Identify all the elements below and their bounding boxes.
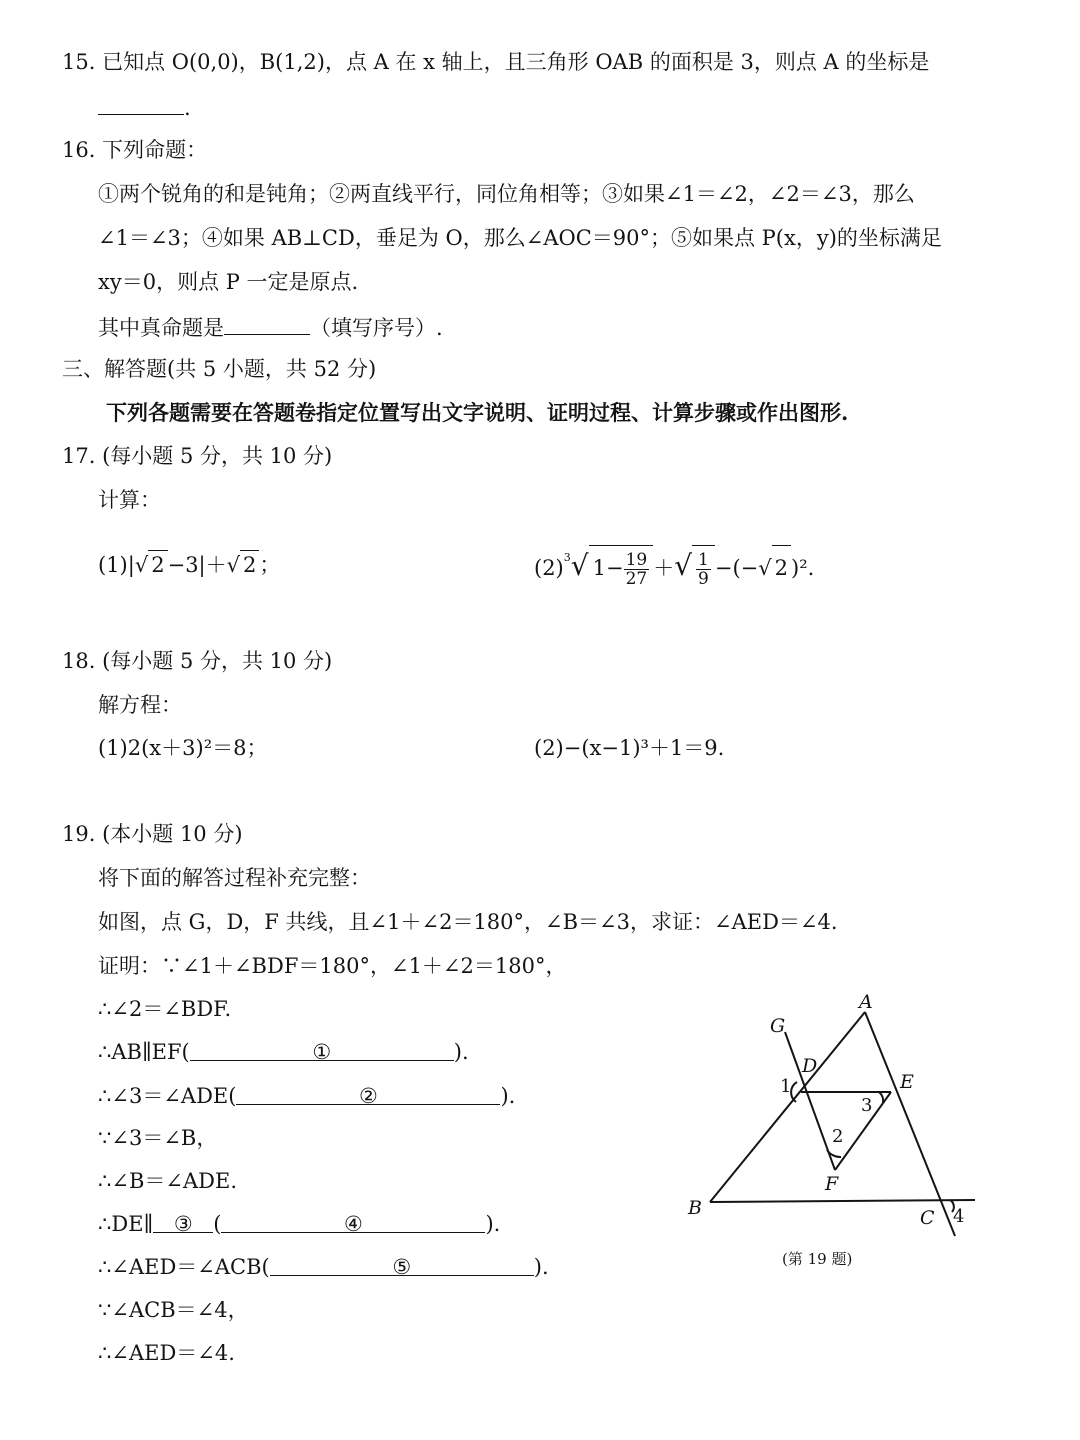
q15-line: 15. 已知点 O(0,0)，B(1,2)，点 A 在 x 轴上，且三角形 OAB 的面积是 3，则点 A 的坐标是 xyxy=(62,50,930,74)
cube-root-radicand: 1− $\frac{19}{27}$ xyxy=(589,545,654,590)
label-E: E xyxy=(900,1071,914,1093)
q17-part-2: $(2)^3√$ 1− $\frac{19}{27}$ ＋√ $\frac{1}{9}$ −(−√ 2 )². xyxy=(534,542,814,590)
angle-label-4: 4 xyxy=(953,1206,965,1227)
q16-line-4: 其中真命题是 （填写序号）. xyxy=(98,312,443,342)
q17-title: 17. (每小题 5 分，共 10 分) xyxy=(62,444,333,468)
angle-label-2: 2 xyxy=(832,1126,844,1147)
proof-line-1: 证明：∵∠1＋∠BDF＝180°，∠1＋∠2＝180°， xyxy=(98,954,567,978)
q17-prompt: 计算： xyxy=(98,488,161,512)
proof-blank-5[interactable]: ⑤ xyxy=(270,1253,534,1276)
q16-line-1: ①两个锐角的和是钝角；②两直线平行，同位角相等；③如果∠1＝∠2，∠2＝∠3，那么 xyxy=(98,182,915,206)
angle-label-1: 1 xyxy=(780,1076,792,1097)
fraction-19-27: $\frac{19}{27}$ xyxy=(625,550,648,589)
segment-AC-extended xyxy=(865,1012,955,1236)
proof-line-2: ∴∠2＝∠BDF. xyxy=(98,997,232,1021)
cube-root-index: 3 xyxy=(563,551,571,564)
q18-part-1: (1)2(x＋3)²＝8； xyxy=(98,736,268,760)
sqrt-2-radicand: 2 xyxy=(240,550,259,579)
q19-given: 如图，点 G，D，F 共线，且∠1＋∠2＝180°，∠B＝∠3，求证：∠AED＝∠4. xyxy=(98,910,838,934)
figure-caption: (第 19 题) xyxy=(782,1250,853,1268)
section-3-title: 三、解答题(共 5 小题，共 52 分) xyxy=(62,357,377,381)
proof-line-5: ∵∠3＝∠B， xyxy=(98,1126,218,1150)
proof-line-7: ∴DE∥ ③ ( ④ ). xyxy=(98,1212,501,1236)
q18-title: 18. (每小题 5 分，共 10 分) xyxy=(62,649,333,673)
proof-blank-4[interactable]: ④ xyxy=(221,1210,485,1233)
q15-answer-line: . xyxy=(98,92,191,122)
q16-line-3: xy＝0，则点 P 一定是原点. xyxy=(98,270,359,294)
label-B: B xyxy=(688,1197,702,1219)
q16-line-2: ∠1＝∠3；④如果 AB⊥CD，垂足为 O，那么∠AOC＝90°；⑤如果点 P(x，y)的坐标满足 xyxy=(98,226,942,250)
q19-prompt: 将下面的解答过程补充完整： xyxy=(98,866,371,890)
q15-answer-blank[interactable] xyxy=(98,92,184,115)
fraction-1-9: $\frac{1}{9}$ xyxy=(698,550,709,589)
proof-blank-3[interactable]: ③ xyxy=(153,1210,213,1233)
q18-part-2: (2)−(x−1)³＋1＝9. xyxy=(534,736,725,760)
sqrt-2-radicand: 2 xyxy=(148,550,167,579)
proof-line-8: ∴∠AED＝∠ACB( ⑤ ). xyxy=(98,1255,549,1279)
label-G: G xyxy=(770,1015,786,1037)
segment-BC-extended xyxy=(710,1200,975,1202)
sqrt-one-ninth xyxy=(692,545,715,590)
angle-1-arc xyxy=(791,1082,797,1102)
label-A: A xyxy=(859,991,873,1013)
proof-line-3: ∴AB∥EF( ① ). xyxy=(98,1040,469,1064)
q19-title: 19. (本小题 10 分) xyxy=(62,822,243,846)
label-F: F xyxy=(825,1173,839,1195)
proof-line-9: ∵∠ACB＝∠4， xyxy=(98,1298,249,1322)
q16-title: 16. 下列命题： xyxy=(62,138,208,162)
proof-line-6: ∴∠B＝∠ADE. xyxy=(98,1169,237,1193)
label-C: C xyxy=(920,1207,935,1229)
label-D: D xyxy=(802,1055,818,1077)
proof-line-4: ∴∠3＝∠ADE( ② ). xyxy=(98,1084,516,1108)
q18-prompt: 解方程： xyxy=(98,693,182,717)
angle-3-arc xyxy=(879,1092,883,1103)
q16-answer-blank[interactable] xyxy=(224,312,310,335)
proof-blank-1[interactable]: ① xyxy=(190,1038,454,1061)
proof-line-10: ∴∠AED＝∠4. xyxy=(98,1341,235,1365)
proof-blank-2[interactable]: ② xyxy=(236,1082,500,1105)
q19-geometry-figure xyxy=(660,990,990,1280)
q17-part-1: (1)|√ 2 −3|＋√ 2 ； xyxy=(98,550,280,579)
angle-label-3: 3 xyxy=(861,1095,873,1116)
section-3-instruction: 下列各题需要在答题卷指定位置写出文字说明、证明过程、计算步骤或作出图形. xyxy=(106,400,849,425)
